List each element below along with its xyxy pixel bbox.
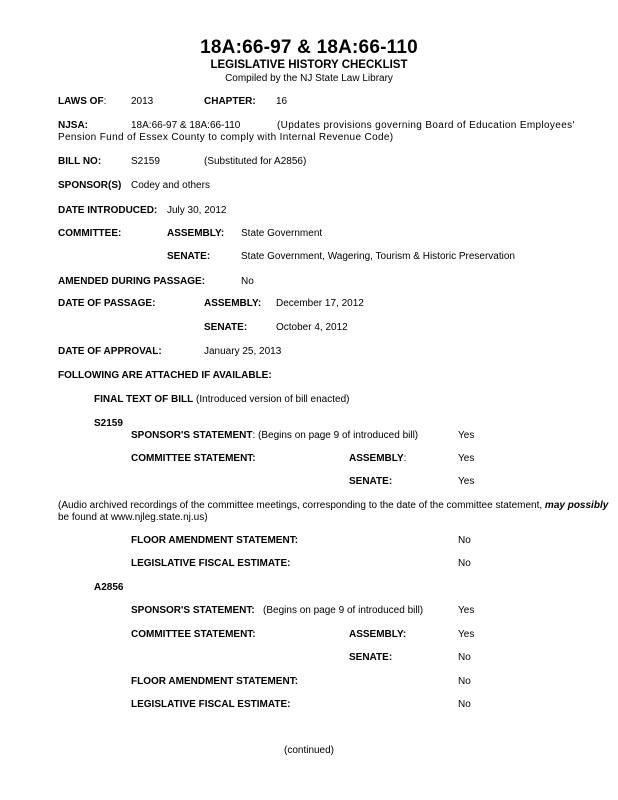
date-of-passage-label: DATE OF PASSAGE: xyxy=(58,298,156,309)
passage-assembly-value: December 17, 2012 xyxy=(276,298,364,309)
s2159-sponsor-statement-value: Yes xyxy=(458,430,475,441)
amended-label: AMENDED DURING PASSAGE: xyxy=(58,276,206,287)
chapter-label: CHAPTER: xyxy=(204,96,256,107)
a2856-committee-statement-label: COMMITTEE STATEMENT: xyxy=(131,629,256,640)
s2159-assembly-label: ASSEMBLY: xyxy=(349,453,407,464)
date-introduced-value: July 30, 2012 xyxy=(167,205,227,216)
bill-substitution-note: (Substituted for A2856) xyxy=(204,156,307,167)
s2159-floor-amendment-label: FLOOR AMENDMENT STATEMENT: xyxy=(131,535,299,546)
committee-senate-label: SENATE: xyxy=(167,251,211,262)
committee-label: COMMITTEE: xyxy=(58,228,122,239)
bill-no-value: S2159 xyxy=(131,156,160,167)
s2159-senate-value: Yes xyxy=(458,476,475,487)
date-introduced-label: DATE INTRODUCED: xyxy=(58,205,158,216)
committee-assembly-label: ASSEMBLY: xyxy=(167,228,225,239)
committee-assembly-value: State Government xyxy=(241,228,323,239)
a2856-floor-amendment-value: No xyxy=(458,676,471,687)
laws-of-value: 2013 xyxy=(131,96,154,107)
passage-assembly-label: ASSEMBLY: xyxy=(204,298,262,309)
a2856-senate-value: No xyxy=(458,652,471,663)
a2856-fiscal-estimate-label: LEGISLATIVE FISCAL ESTIMATE: xyxy=(131,699,291,710)
bill-no-label: BILL NO: xyxy=(58,156,102,167)
s2159-committee-statement-label: COMMITTEE STATEMENT: xyxy=(131,453,256,464)
njsa-value: 18A:66-97 & 18A:66-110 xyxy=(131,120,241,131)
a2856-assembly-value: Yes xyxy=(458,629,475,640)
chapter-value: 16 xyxy=(276,96,288,107)
a2856-senate-label: SENATE: xyxy=(349,652,393,663)
passage-senate-label: SENATE: xyxy=(204,322,248,333)
amended-value: No xyxy=(241,276,254,287)
attached-heading: FOLLOWING ARE ATTACHED IF AVAILABLE: xyxy=(58,370,272,381)
sponsors-label: SPONSOR(S) xyxy=(58,180,122,191)
page-title: 18A:66-97 & 18A:66-110 xyxy=(200,37,418,58)
a2856-sponsor-statement-value: Yes xyxy=(458,605,475,616)
compiled-by: Compiled by the NJ State Law Library xyxy=(225,73,393,84)
committee-senate-value: State Government, Wagering, Tourism & Historic Preservation xyxy=(241,251,515,262)
s2159-floor-amendment-value: No xyxy=(458,535,471,546)
date-of-approval-label: DATE OF APPROVAL: xyxy=(58,346,162,357)
njsa-description-line2: Pension Fund of Essex County to comply with Internal Revenue Code) xyxy=(58,132,394,143)
audio-note-line1: (Audio archived recordings of the committee meetings, corresponding to the date of the committee statement, may possibly xyxy=(58,500,609,511)
s2159-sponsor-statement: SPONSOR'S STATEMENT: (Begins on page 9 of introduced bill) xyxy=(131,430,419,441)
sponsors-value: Codey and others xyxy=(131,180,210,191)
continued-footer: (continued) xyxy=(283,745,335,756)
date-of-approval-value: January 25, 2013 xyxy=(204,346,282,357)
njsa-description-line1: (Updates provisions governing Board of Education Employees' xyxy=(277,120,575,131)
a2856-assembly-label: ASSEMBLY: xyxy=(349,629,407,640)
audio-note-line2: be found at www.njleg.state.nj.us) xyxy=(58,512,208,523)
laws-of-label: LAWS OF: xyxy=(58,96,107,107)
a2856-sponsor-statement: SPONSOR'S STATEMENT: (Begins on page 9 of introduced bill) xyxy=(131,605,424,616)
passage-senate-value: October 4, 2012 xyxy=(276,322,348,333)
njsa-label: NJSA: xyxy=(58,120,89,131)
s2159-fiscal-estimate-label: LEGISLATIVE FISCAL ESTIMATE: xyxy=(131,558,291,569)
a2856-floor-amendment-label: FLOOR AMENDMENT STATEMENT: xyxy=(131,676,299,687)
s2159-senate-label: SENATE: xyxy=(349,476,393,487)
a2856-bill-heading: A2856 xyxy=(94,582,124,593)
s2159-fiscal-estimate-value: No xyxy=(458,558,471,569)
a2856-fiscal-estimate-value: No xyxy=(458,699,471,710)
s2159-bill-heading: S2159 xyxy=(94,418,123,429)
page-subtitle: LEGISLATIVE HISTORY CHECKLIST xyxy=(210,59,408,71)
s2159-assembly-value: Yes xyxy=(458,453,475,464)
final-text-line: FINAL TEXT OF BILL (Introduced version of bill enacted) xyxy=(94,394,350,405)
